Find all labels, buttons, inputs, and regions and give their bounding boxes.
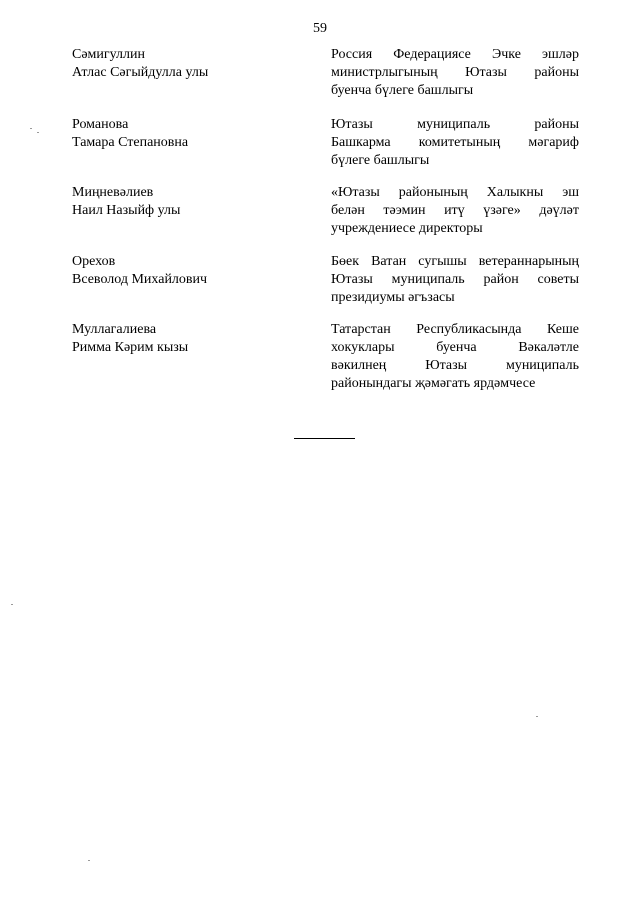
position-title [331, 184, 579, 238]
given-name: Атлас Сәгыйдулла улы [72, 65, 209, 80]
given-name: Тамара Степановна [72, 135, 189, 150]
page-number: 59 [313, 21, 327, 36]
person-name [72, 321, 292, 357]
position-line: Ютазы муниципаль районы [331, 117, 579, 132]
position-title [331, 116, 579, 170]
position-line: Башкарма комитетының мәгариф [331, 135, 579, 150]
position-line: Татарстан Республикасында Кеше [331, 322, 579, 337]
position-line: президиумы әгъзасы [331, 290, 455, 305]
scan-speck [11, 604, 13, 605]
position-line: бүлеге башлыгы [331, 153, 430, 168]
person-name [72, 46, 292, 82]
scan-speck [536, 716, 538, 717]
position-title [331, 253, 579, 307]
position-line: буенча бүлеге башлыгы [331, 83, 474, 98]
scan-speck [88, 860, 90, 861]
position-line: районындагы җәмәгать ярдәмчесе [331, 376, 536, 391]
position-line: Россия Федерациясе Эчке эшләр [331, 47, 579, 62]
surname: Сәмигуллин [72, 47, 145, 62]
position-line: белән тәэмин итү үзәге» дәүләт [331, 203, 579, 218]
position-line: хокуклары буенча Вәкаләтле [331, 340, 579, 355]
surname: Орехов [72, 254, 116, 269]
given-name: Всеволод Михайлович [72, 272, 208, 287]
position-line: Ютазы муниципаль район советы [331, 272, 579, 287]
position-title [331, 46, 579, 100]
person-name [72, 253, 292, 289]
position-line: Бөек Ватан сугышы ветераннарының [331, 254, 579, 269]
surname: Миңневәлиев [72, 185, 154, 200]
surname: Муллагалиева [72, 322, 157, 337]
end-divider-line [294, 438, 355, 439]
person-name [72, 116, 292, 152]
position-line: «Ютазы районының Халыкны эш [331, 185, 579, 200]
person-name [72, 184, 292, 220]
position-line: министрлыгының Ютазы районы [331, 65, 579, 80]
position-line: учреждениесе директоры [331, 221, 483, 236]
scan-speck [30, 128, 32, 129]
position-line: вәкилнең Ютазы муниципаль [331, 358, 579, 373]
position-title [331, 321, 579, 393]
surname: Романова [72, 117, 129, 132]
given-name: Римма Кәрим кызы [72, 340, 189, 355]
given-name: Наил Назыйф улы [72, 203, 181, 218]
scan-speck [37, 132, 39, 133]
